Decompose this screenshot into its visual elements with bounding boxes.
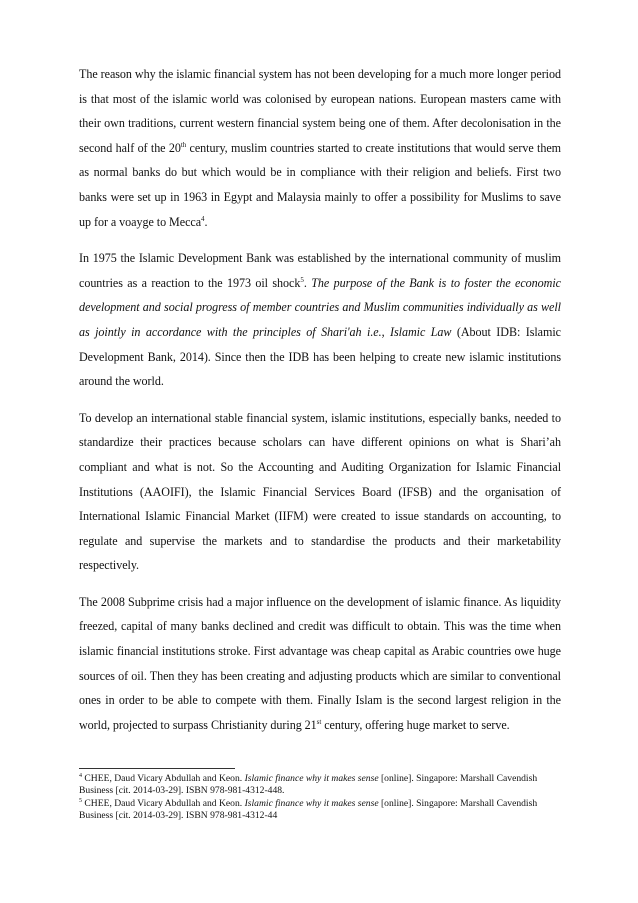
document-body <box>79 62 561 749</box>
footnote-5 <box>79 798 561 823</box>
p4-superscript-st: st <box>316 717 322 726</box>
paragraph-colonisation <box>79 62 561 234</box>
footnote-4-number: 4 <box>79 772 82 779</box>
p2-quote-italic: The purpose of the Bank is to foster the economic development and social progress of member countries and Muslim communities individually as well as jointly in accordance with the principles of Shari'ah i.e., Islamic Law <box>79 275 561 339</box>
p1-text-a: The reason why the islamic financial system has not been developing for a much more longer period is that most of the islamic world was colonised by european nations. European masters came with their own traditions, current western financial system being one of them. After decolonisation in the second half of the 20 <box>79 67 561 155</box>
p2-text-c: (About IDB: Islamic Development Bank, 2014). Since then the IDB has been helping to create new islamic institutions around the world. <box>79 324 561 389</box>
footnote-ref-4[interactable]: 4 <box>201 214 205 223</box>
paragraph-standards <box>79 406 561 578</box>
p1-text-b: century, muslim countries started to create institutions that would serve them as normal banks do but which would be in compliance with their religion and beliefs. First two banks were set up in 1963 in Egypt and Malaysia mainly to offer a possibility for Muslims to save up for a voayge to Mecca <box>79 140 561 229</box>
p3-text: To develop an international stable financial system, islamic institutions, especially banks, needed to standardize their practices because scholars can have different opinions on what is Shari’ah compliant and what is not. So the Accounting and Auditing Organization for Islamic Financial Institutions (AAOIFI), the Islamic Financial Services Board (IFSB) and the organisation of International Islamic Financial Market (IIFM) were created to issue standards on accounting, to regulate and supervise the markets and to standardise the products and their marketability respectively. <box>79 410 561 573</box>
p2-text-a: In 1975 the Islamic Development Bank was established by the international community of muslim countries as a reaction to the 1973 oil shock <box>79 251 561 290</box>
footnotes-section <box>79 768 561 823</box>
footnote-4 <box>79 773 561 798</box>
p4-text-b: century, offering huge market to serve. <box>321 717 510 732</box>
p1-superscript-th: th <box>180 140 187 149</box>
footnote-4-title: Islamic finance why it makes sense <box>244 773 379 784</box>
p2-text-b: . <box>303 275 312 290</box>
footnote-5-text-b: [online]. Singapore: Marshall Cavendish Business [cit. 2014-03-29]. ISBN 978-981-4312-44 <box>79 797 538 822</box>
footnote-5-number: 5 <box>79 797 82 804</box>
footnote-5-text-a: CHEE, Daud Vicary Abdullah and Keon. <box>82 797 245 809</box>
paragraph-subprime-crisis <box>79 590 561 738</box>
paragraph-idb <box>79 246 561 394</box>
footnote-4-text-b: [online]. Singapore: Marshall Cavendish Business [cit. 2014-03-29]. ISBN 978-981-4312-448. <box>79 773 538 797</box>
footnote-ref-5[interactable]: 5 <box>300 275 304 284</box>
p4-text-a: The 2008 Subprime crisis had a major influence on the development of islamic finance. As liquidity freezed, capital of many banks declined and credit was difficult to obtain. This was the time when islamic financial institutions stroke. First advantage was cheap capital as Arabic countries owe huge sources of oil. Then they has been creating and adjusting products which are similar to conventional ones in order to be able to compete with them. Finally Islam is the second largest religion in the world, projected to surpass Christianity during 21 <box>79 594 561 732</box>
footnote-separator <box>79 768 235 769</box>
p1-text-c: . <box>204 214 208 229</box>
footnote-4-text-a: CHEE, Daud Vicary Abdullah and Keon. <box>82 773 245 784</box>
footnote-5-title: Islamic finance why it makes sense <box>244 797 379 809</box>
